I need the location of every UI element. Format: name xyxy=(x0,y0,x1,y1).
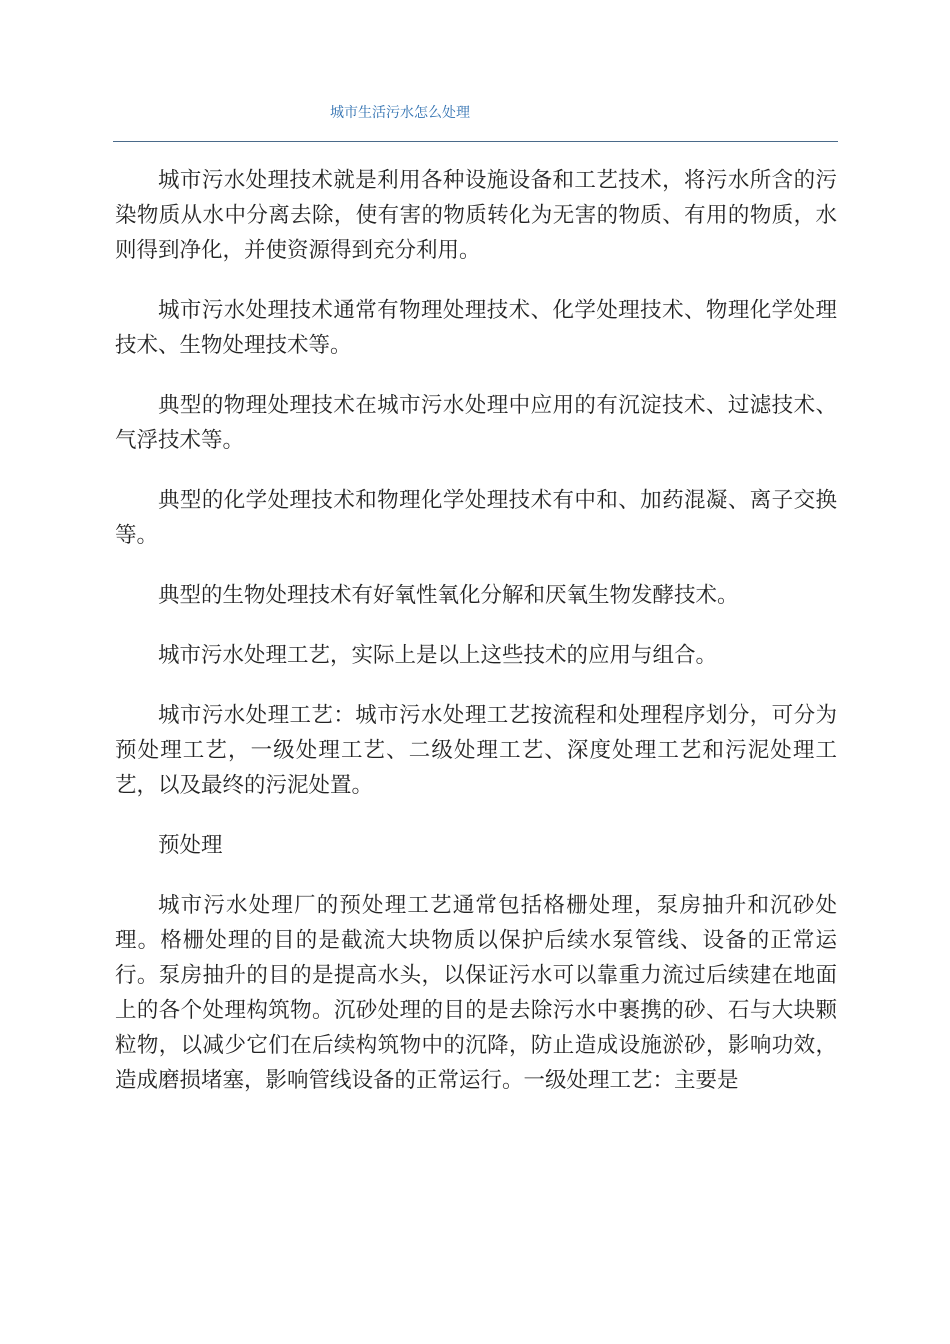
paragraph: 典型的物理处理技术在城市污水处理中应用的有沉淀技术、过滤技术、气浮技术等。 xyxy=(115,393,837,453)
header-title: 城市生活污水怎么处理 xyxy=(330,105,470,121)
paragraph: 城市污水处理技术通常有物理处理技术、化学处理技术、物理化学处理技术、生物处理技术等。 xyxy=(115,298,837,358)
paragraph: 城市污水处理技术就是利用各种设施设备和工艺技术，将污水所含的污染物质从水中分离去除，使有害的物质转化为无害的物质、有用的物质，水则得到净化，并使资源得到充分利用。 xyxy=(115,168,837,263)
section-heading: 预处理 xyxy=(158,833,223,858)
paragraph: 典型的化学处理技术和物理化学处理技术有中和、加药混凝、离子交换等。 xyxy=(115,488,837,548)
document-body xyxy=(115,163,837,1123)
paragraph: 典型的生物处理技术有好氧性氧化分解和厌氧生物发酵技术。 xyxy=(158,583,739,608)
header-divider xyxy=(113,141,838,142)
paragraph: 城市污水处理工艺：城市污水处理工艺按流程和处理程序划分，可分为预处理工艺，一级处理工艺、二级处理工艺、深度处理工艺和污泥处理工艺，以及最终的污泥处置。 xyxy=(115,703,837,798)
paragraph: 城市污水处理厂的预处理工艺通常包括格栅处理，泵房抽升和沉砂处理。格栅处理的目的是截流大块物质以保护后续水泵管线、设备的正常运行。泵房抽升的目的是提高水头，以保证污水可以靠重力流过后续建在地面上的各个处理构筑物。沉砂处理的目的是去除污水中裹携的砂、石与大块颗粒物，以减少它们在后续构筑物中的沉降，防止造成设施淤砂，影响功效，造成磨损堵塞，影响管线设备的正常运行。一级处理工艺：主要是 xyxy=(115,893,837,1093)
paragraph: 城市污水处理工艺，实际上是以上这些技术的应用与组合。 xyxy=(158,643,718,668)
